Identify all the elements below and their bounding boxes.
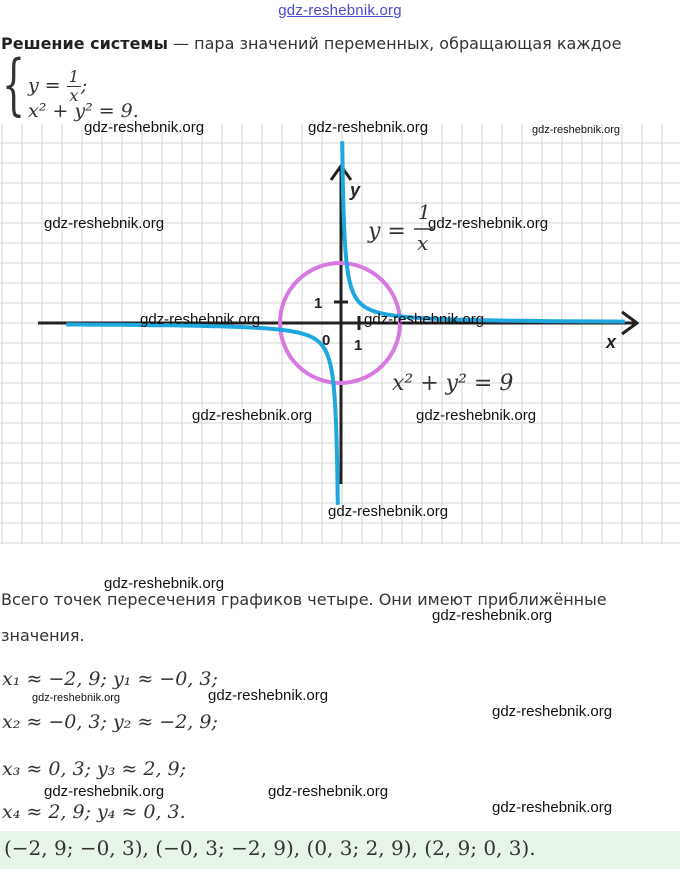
watermark: gdz-reshebnik.org	[308, 119, 429, 136]
watermark: gdz-reshebnik.org	[140, 311, 261, 328]
body-text-line-2: значения.	[1, 626, 85, 645]
watermark: gdz-reshebnik.org	[44, 783, 165, 800]
hyperbola-label-left: y =	[368, 219, 406, 244]
watermark: gdz-reshebnik.org	[364, 311, 485, 328]
watermark: gdz-reshebnik.org	[416, 407, 537, 424]
eq1-left: y =	[28, 74, 67, 97]
value-line-1: x₁ ≈ −2, 9; y₁ ≈ −0, 3;	[2, 668, 218, 690]
axis-x-label: x	[606, 332, 617, 352]
graph-figure	[0, 124, 680, 544]
watermark: gdz-reshebnik.org	[192, 407, 313, 424]
watermark: gdz-reshebnik.org	[268, 783, 389, 800]
hyperbola-label-num: 1	[418, 200, 431, 224]
axis-y-label: y	[350, 180, 361, 200]
value-line-3: x₃ ≈ 0, 3; y₃ ≈ 2, 9;	[2, 758, 187, 780]
intro-text	[1, 34, 621, 53]
eq1-right: ;	[80, 74, 88, 97]
intro-bold: Решение системы	[1, 34, 168, 53]
tick-y-label: 1	[314, 295, 323, 312]
system-brace: {	[2, 46, 26, 123]
watermark: gdz-reshebnik.org	[428, 215, 549, 232]
circle-label: x² + y² = 9	[392, 371, 514, 396]
eq1-denominator: x	[69, 86, 79, 105]
intro-rest: — пара значений переменных, обращающая каждое	[167, 34, 622, 53]
watermark: gdz-reshebnik.org	[104, 575, 225, 592]
site-header-link[interactable]: gdz-reshebnik.org	[278, 2, 402, 19]
watermark: gdz-reshebnik.org	[84, 119, 205, 136]
watermark: gdz-reshebnik.org	[532, 124, 621, 136]
value-line-2: x₂ ≈ −0, 3; y₂ ≈ −2, 9;	[2, 711, 218, 733]
watermark: gdz-reshebnik.org	[328, 503, 449, 520]
watermark: gdz-reshebnik.org	[492, 703, 613, 720]
watermark: gdz-reshebnik.org	[208, 687, 329, 704]
eq1-numerator: 1	[68, 67, 79, 86]
hyperbola-label-den: x	[417, 231, 429, 255]
watermark: gdz-reshebnik.org	[432, 607, 553, 624]
value-line-4: x₄ ≈ 2, 9; y₄ ≈ 0, 3.	[2, 801, 186, 823]
tick-x-label: 1	[354, 337, 363, 354]
answer-text: (−2, 9; −0, 3), (−0, 3; −2, 9), (0, 3; 2, 9), (2, 9; 0, 3).	[4, 836, 536, 860]
body-text-line-1: Всего точек пересечения графиков четыре. Они имеют приближённые	[1, 590, 607, 609]
system-equation-2: x² + y² = 9.	[28, 100, 139, 122]
origin-label: 0	[322, 332, 331, 349]
watermark: gdz-reshebnik.org	[44, 215, 165, 232]
watermark: gdz-reshebnik.org	[492, 799, 613, 816]
watermark: gdz-reshebnik.org	[32, 692, 121, 704]
